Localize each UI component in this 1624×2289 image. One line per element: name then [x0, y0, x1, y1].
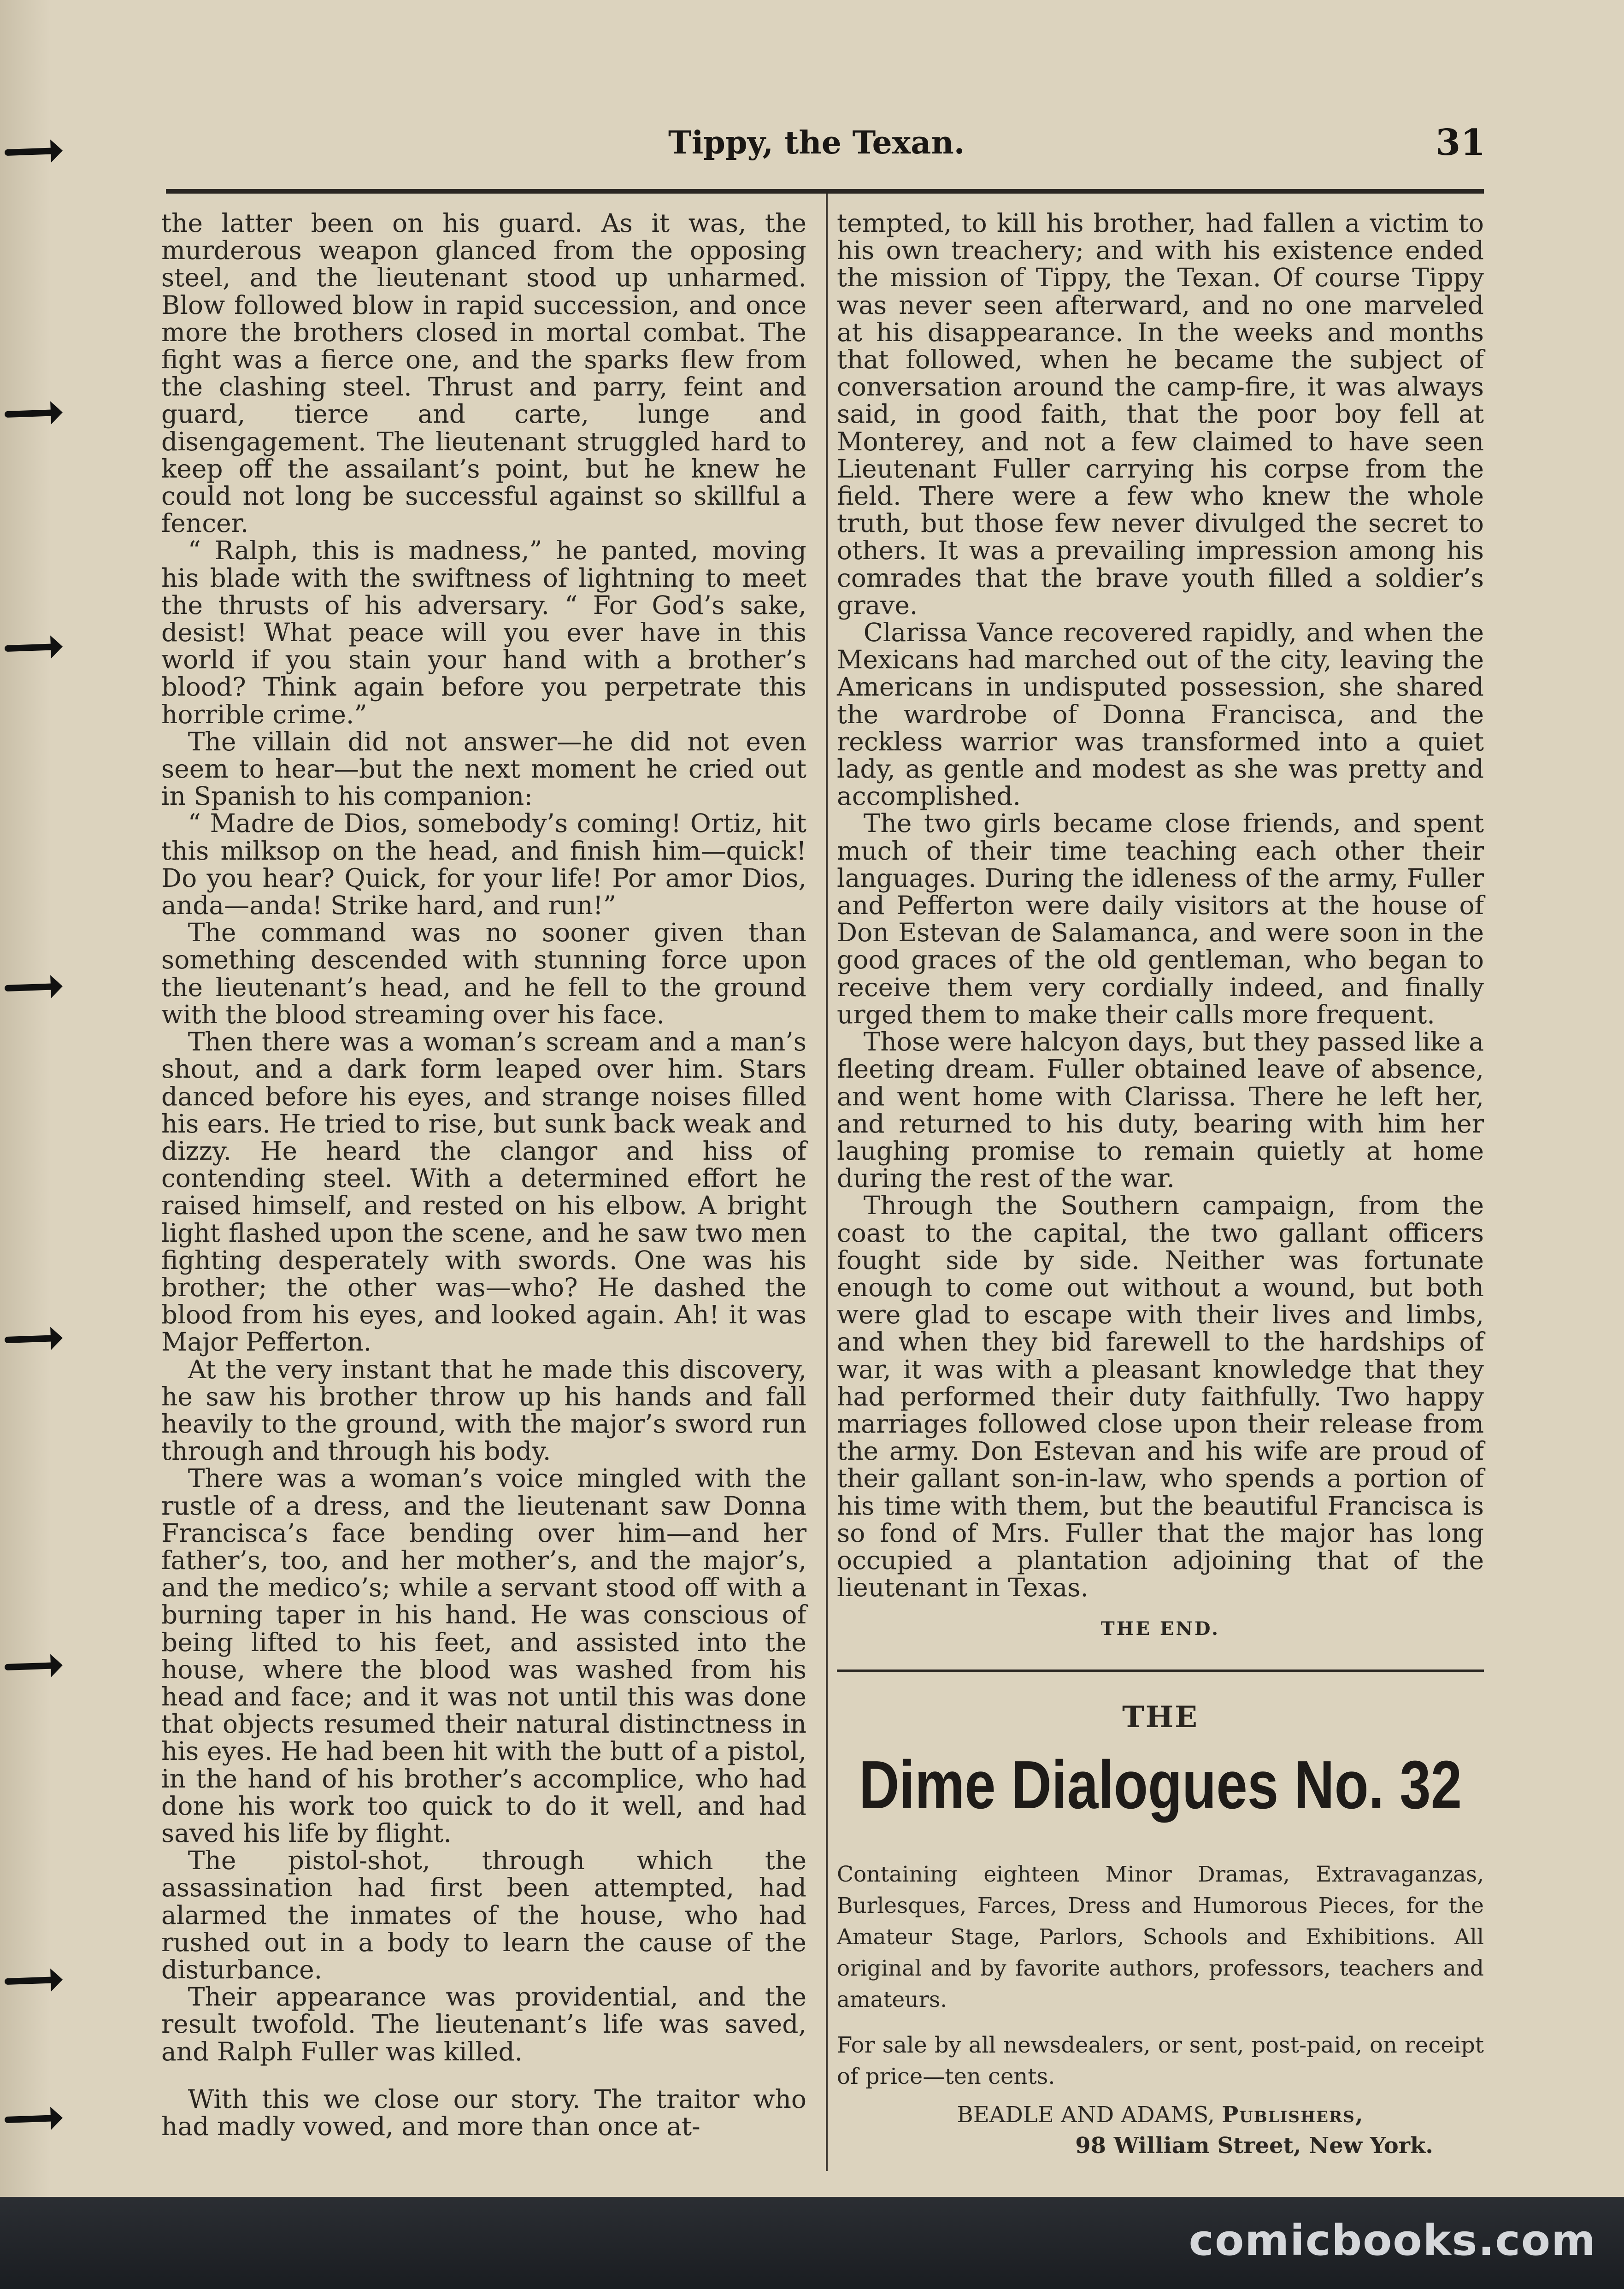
paragraph: the latter been on his guard. As it was, the murderous weapon glanced from the opposing steel, and the lieutenant stood up unharmed. Blow followed blow in rapid succession, and once more the brothers closed in mortal combat. The fight was a fierce one, and the sparks flew from the clashing steel. Thrust and parry, feint and guard, tierce and carte, lunge and disengagement. The lieutenant struggled hard to keep off the assailant’s point, but he knew he could not long be successful against so skillful a fencer. — [161, 208, 806, 538]
paragraph: Their appearance was providential, and the result twofold. The lieutenant’s life was saved, and Ralph Fuller was killed. — [161, 1982, 806, 2066]
paragraph: tempted, to kill his brother, had fallen a victim to his own treachery; and with his existence ended the mission of Tippy, the Texan. Of course Tippy was never seen afterward, and no one marveled at his disappearance. In the weeks and months that followed, when he became the subject of conversation around the camp-fire, it was always said, in good faith, that the poor boy fell at Monterey, and not a few claimed to have seen Lieutenant Fuller carrying his corpse from the field. There were a few who knew the whole truth, but those few never divulged the secret to others. It was a prevailing impression among his comrades that the brave youth filled a soldier’s grave. — [837, 208, 1484, 620]
watermark: comicbooks.com — [1189, 2216, 1596, 2265]
stitch-mark — [5, 643, 60, 652]
ad-publisher — [837, 2101, 1484, 2129]
paragraph: The command was no sooner given than something descended with stunning force upon the lieutenant’s head, and he fell to the ground with the blood streaming over his face. — [161, 918, 806, 1029]
left-column — [161, 210, 806, 2140]
column-divider — [826, 194, 828, 2171]
paragraph: Those were halcyon days, but they passed like a fleeting dream. Fuller obtained leave of absence, and went home with Clarissa. There he left her, and returned to his duty, bearing with him her laughing promise to remain quietly at home during the rest of the war. — [837, 1027, 1484, 1193]
ad-title: Dime Dialogues No. 32 — [859, 1746, 1462, 1823]
advertisement — [837, 1700, 1484, 2159]
ad-the: THE — [1122, 1699, 1199, 1734]
paragraph: “ Madre de Dios, somebody’s coming! Ortiz, hit this milksop on the head, and finish him—quick! Do you hear? Quick, for your life! Por amor Dios, anda—anda! Strike hard, and run!” — [161, 808, 806, 920]
stitch-mark — [5, 1662, 60, 1670]
stitch-mark — [5, 2115, 60, 2123]
stitch-mark — [5, 1976, 60, 1985]
publisher-address: 98 William Street, New York. — [1075, 2132, 1433, 2159]
page-number: 31 — [1436, 122, 1486, 164]
paragraph: There was a woman’s voice mingled with the rustle of a dress, and the lieutenant saw Donna Francisca’s face bending over him—and her father’s, too, and her mother’s, and the major’s, and the medico’s; while a servant stood off with a burning taper in his hand. He was conscious of being lifted to his feet, and assisted into the house, where the blood was washed from his head and face; and it was not until this was done that objects resumed their natural distinctness in his eyes. He had been hit with the butt of a pistol, in the hand of his brother’s accomplice, who had done his work too quick to do it well, and had saved his life by flight. — [161, 1463, 806, 1848]
the-end-label: THE END. — [1100, 1618, 1220, 1640]
stitch-mark — [5, 1335, 60, 1343]
publisher-role: Publishers, — [1222, 2101, 1364, 2128]
running-head — [0, 124, 1624, 180]
header-rule — [166, 189, 1484, 194]
stitch-mark — [5, 409, 60, 418]
paragraph: The pistol-shot, through which the assassination had first been attempted, had alarmed the inmates of the house, who had rushed out in a body to learn the cause of the disturbance. — [161, 1846, 806, 1984]
binding-edge — [0, 0, 51, 2289]
right-column — [837, 210, 1484, 2159]
paragraph: “ Ralph, this is madness,” he panted, moving his blade with the swiftness of lightning to meet the thrusts of his adversary. “ For God’s sake, desist! What peace will you ever have in this world if you stain your hand with a brother’s blood? Think again before you perpetrate this horrible crime.” — [161, 536, 806, 729]
ad-sale-note: For sale by all newsdealers, or sent, post-paid, on receipt of price—ten cents. — [837, 2032, 1484, 2089]
paragraph: Through the Southern campaign, from the coast to the capital, the two gallant officers fought side by side. Neither was fortunate enough to come out without a wound, but both were glad to escape with their lives and limbs, and when they bid farewell to the hardships of war, it was with a pleasant knowledge that they had performed their duty faithfully. Two happy marriages followed close upon their release from the army. Don Estevan and his wife are proud of their gallant son-in-law, who spends a portion of his time with them, but the beautiful Francisca is so fond of Mrs. Fuller that the major has long occupied a plantation adjoining that of the lieutenant in Texas. — [837, 1191, 1484, 1603]
paragraph: Clarissa Vance recovered rapidly, and when the Mexicans had marched out of the city, leaving the Americans in undisputed possession, she shared the wardrobe of Donna Francisca, and the reckless warrior was transformed into a quiet lady, as gentle and modest as she was pretty and accomplished. — [837, 618, 1484, 811]
paragraph: The villain did not answer—he did not even seem to hear—but the next moment he cried out in Spanish to his companion: — [161, 726, 806, 811]
paragraph: The two girls became close friends, and spent much of their time teaching each other their languages. During the idleness of the army, Fuller and Pefferton were daily visitors at the house of Don Estevan de Salamanca, and were soon in the good graces of the old gentleman, who began to receive them very cordially indeed, and finally urged them to make their calls more frequent. — [837, 808, 1484, 1029]
publisher-name: BEADLE AND ADAMS, — [957, 2101, 1215, 2128]
advertisement-rule — [837, 1670, 1484, 1672]
paragraph: With this we close our story. The traitor who had madly vowed, and more than once at- — [161, 2084, 806, 2142]
ad-description: Containing eighteen Minor Dramas, Extravaganzas, Burlesques, Farces, Dress and Humorous Pieces, for the Amateur Stage, Parlors, Schools and Exhibitions. All original and by favorite authors, professors, teachers and amateurs. — [837, 1861, 1484, 2012]
paragraph: Then there was a woman’s scream and a man’s shout, and a dark form leaped over him. Stars danced before his eyes, and strange noises filled his ears. He tried to rise, but sunk back weak and dizzy. He heard the clangor and hiss of contending steel. With a determined effort he raised himself, and rested on his elbow. A bright light flashed upon the scene, and he saw two men fighting desperately with swords. One was his brother; the other was—who? He dashed the blood from his eyes, and looked again. Ah! it was Major Pefferton. — [161, 1027, 806, 1357]
stitch-mark — [5, 983, 60, 991]
running-title: Tippy, the Texan. — [668, 124, 965, 161]
paragraph: At the very instant that he made this discovery, he saw his brother throw up his hands and fall heavily to the ground, with the major’s sword run through and through his body. — [161, 1354, 806, 1466]
